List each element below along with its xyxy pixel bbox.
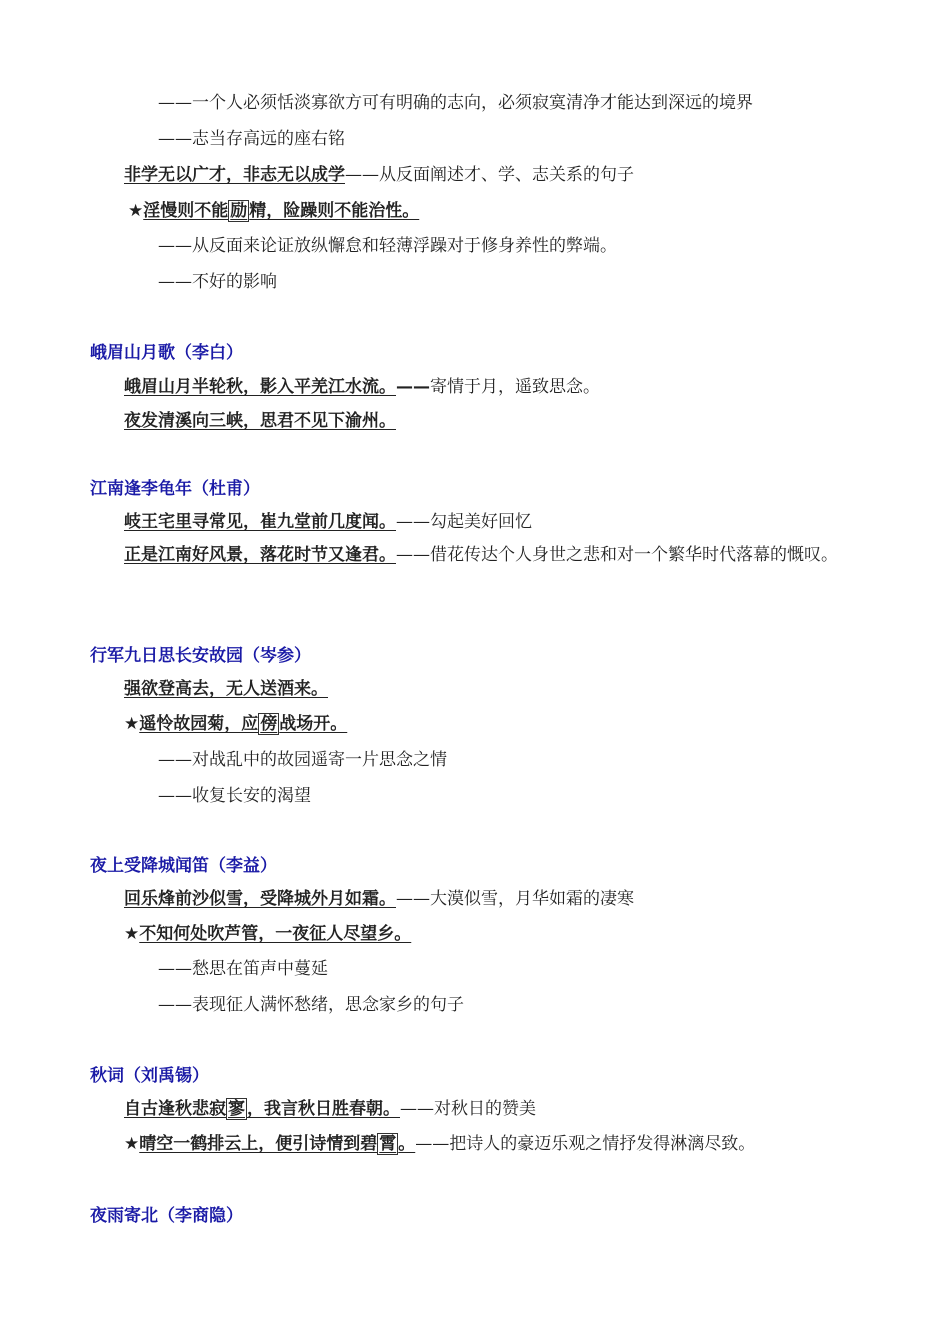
boxed-character: 傍 [260,714,278,734]
poem-title: 江南逢李龟年（杜甫） [90,479,260,499]
verse-quote: 自古逢秋悲寂 寥 ，我言秋日胜春朝。 [124,1099,400,1119]
boxed-character: 励 [230,201,248,221]
note-line: ——对战乱中的故园遥寄一片思念之情 [158,750,447,770]
note-line: ——收复长安的渴望 [158,786,311,806]
verse-line [124,376,600,398]
verse-comment: ——勾起美好回忆 [396,512,532,532]
verse-comment: ——借花传达个人身世之悲和对一个繁华时代落幕的慨叹。 [396,545,838,565]
verse-dash: —— [396,377,430,397]
verse-quote: 非学无以广才，非志无以成学 [124,165,345,185]
star-icon: ★ [124,924,140,944]
verse-comment: ——从反面阐述才、学、志关系的句子 [345,165,634,185]
poem-title: 行军九日思长安故园（岑参） [90,646,311,666]
verse-quote: 夜发清溪向三峡，思君不见下渝州。 [124,411,396,431]
starred-verse-line [124,1133,755,1155]
verse-quote: 不知何处吹芦管，一夜征人尽望乡。 [139,924,412,944]
verse-line [124,888,634,910]
note-line: ——一个人必须恬淡寡欲方可有明确的志向，必须寂寞清净才能达到深远的境界 [158,93,753,113]
verse-comment: ——大漠似雪，月华如霜的凄寒 [396,889,634,909]
starred-verse-line [124,713,347,735]
note-line: ——从反面来论证放纵懈怠和轻薄浮躁对于修身养性的弊端。 [158,236,617,256]
star-icon: ★ [128,201,144,221]
starred-verse-line [124,923,411,945]
verse-quote: 峨眉山月半轮秋，影入平羌江水流。 [124,377,396,397]
note-line: ——志当存高远的座右铭 [158,129,345,149]
verse-line [124,1098,536,1120]
star-icon: ★ [124,1134,140,1154]
starred-verse-line [128,200,419,222]
verse-quote: 回乐烽前沙似雪，受降城外月如霜。 [124,889,396,909]
note-line: ——表现征人满怀愁绪，思念家乡的句子 [158,995,464,1015]
verse-quote: 遥怜故园菊，应 傍 战场开。 [139,714,348,734]
poem-title: 夜上受降城闻笛（李益） [90,856,277,876]
verse-comment: ——对秋日的赞美 [400,1099,536,1119]
poem-title: 峨眉山月歌（李白） [90,343,243,363]
verse-comment: 寄情于月，遥致思念。 [430,377,600,397]
note-line: ——不好的影响 [158,272,277,292]
verse-line [124,410,396,432]
verse-line [124,678,328,700]
poem-title: 秋词（刘禹锡） [90,1066,209,1086]
verse-line [124,511,532,533]
boxed-character: 寥 [228,1099,245,1119]
poem-title: 夜雨寄北（李商隐） [90,1206,243,1226]
verse-quote: 强欲登高去，无人送酒来。 [124,679,328,699]
verse-line [124,164,634,186]
boxed-character: 霄 [379,1134,397,1154]
note-line: ——愁思在笛声中蔓延 [158,959,328,979]
verse-quote: 晴空一鹤排云上，便引诗情到碧 霄 。 [139,1134,416,1154]
verse-quote: 淫慢则不能 励 精，险躁则不能治性。 [143,201,420,221]
verse-quote: 岐王宅里寻常见，崔九堂前几度闻。 [124,512,396,532]
verse-comment: ——把诗人的豪迈乐观之情抒发得淋漓尽致。 [415,1134,756,1154]
verse-quote: 正是江南好风景，落花时节又逢君。 [124,545,396,565]
star-icon: ★ [124,714,140,734]
verse-line-wrapped [90,539,870,571]
